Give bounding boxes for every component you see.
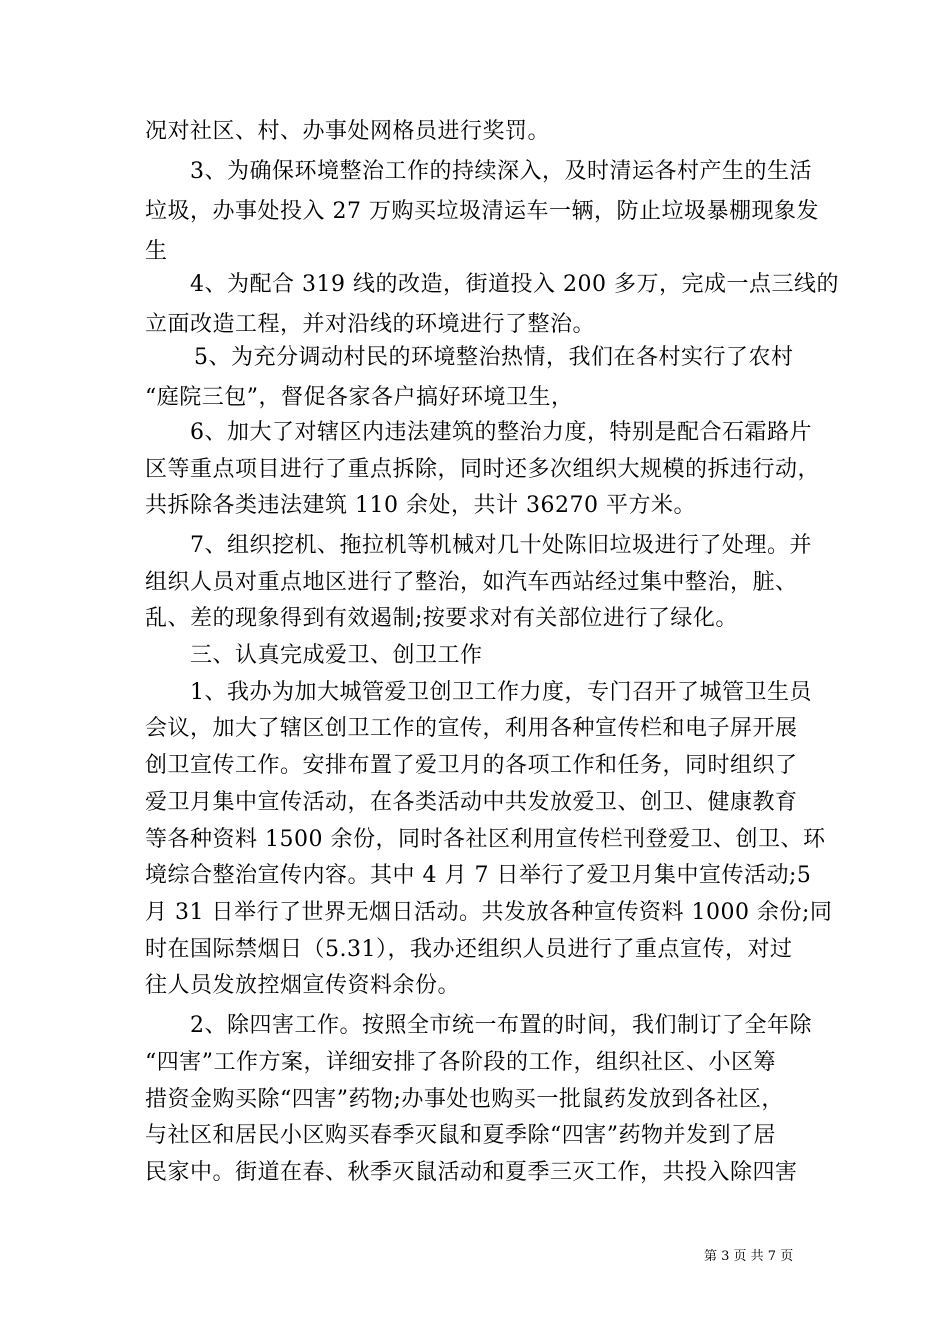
text-line: 4、为配合 319 线的改造，街道投入 200 多万，完成一点三线的 <box>190 272 839 297</box>
page-number: 第 3 页 共 7 页 <box>704 1249 794 1264</box>
text-line: 区等重点项目进行了重点拆除，同时还多次组织大规模的拆违行动， <box>145 457 821 482</box>
text-line: “四害”工作方案，详细安排了各阶段的工作，组织社区、小区筹 <box>145 1050 776 1075</box>
text-line: 与社区和居民小区购买春季灭鼠和夏季除“四害”药物并发到了居 <box>145 1123 776 1148</box>
text-line: 境综合整治宣传内容。其中 4 月 7 日举行了爱卫月集中宣传活动;5 <box>145 863 812 888</box>
section-heading: 三、认真完成爱卫、创卫工作 <box>190 643 483 668</box>
text-line: 等各种资料 1500 余份，同时各社区利用宣传栏刊登爱卫、创卫、环 <box>145 827 826 852</box>
text-line: 会议，加大了辖区创卫工作的宣传，利用各种宣传栏和电子屏开展 <box>145 716 798 741</box>
text-line: 乱、差的现象得到有效遏制;按要求对有关部位进行了绿化。 <box>145 606 738 631</box>
text-line: 1、我办为加大城管爱卫创卫工作力度，专门召开了城管卫生员 <box>190 680 812 705</box>
text-line: 况对社区、村、办事处网格员进行奖罚。 <box>145 119 551 144</box>
text-line: 6、加大了对辖区内违法建筑的整治力度，特别是配合石霜路片 <box>190 420 812 445</box>
text-line: 5、为充分调动村民的环境整治热情，我们在各村实行了农村 <box>194 345 794 370</box>
text-line: 立面改造工程，并对沿线的环境进行了整治。 <box>145 312 596 337</box>
text-line: 共拆除各类违法建筑 110 余处，共计 36270 平方米。 <box>145 493 696 518</box>
text-line: 爱卫月集中宣传活动，在各类活动中共发放爱卫、创卫、健康教育 <box>145 790 798 815</box>
text-line: 3、为确保环境整治工作的持续深入，及时清运各村产生的生活 <box>190 159 812 184</box>
text-line: 2、除四害工作。按照全市统一布置的时间，我们制订了全年除 <box>190 1013 812 1038</box>
text-line: 7、组织挖机、拖拉机等机械对几十处陈旧垃圾进行了处理。并 <box>190 533 812 558</box>
text-line: 民家中。街道在春、秋季灭鼠活动和夏季三灭工作，共投入除四害 <box>145 1160 798 1185</box>
text-line: 创卫宣传工作。安排布置了爱卫月的各项工作和任务，同时组织了 <box>145 753 798 778</box>
text-line: 月 31 日举行了世界无烟日活动。共发放各种宣传资料 1000 余份;同 <box>145 900 833 925</box>
text-line: “庭院三包”，督促各家各户搞好环境卫生， <box>145 385 574 410</box>
text-line: 组织人员对重点地区进行了整治，如汽车西站经过集中整治，脏、 <box>145 570 798 595</box>
text-line: 往人员发放控烟宣传资料余份。 <box>145 973 461 998</box>
text-line: 措资金购买除“四害”药物;办事处也购买一批鼠药发放到各社区， <box>145 1087 784 1112</box>
text-line: 时在国际禁烟日（5.31），我办还组织人员进行了重点宣传，对过 <box>145 937 793 962</box>
text-line: 生 <box>145 239 168 264</box>
text-line: 垃圾，办事处投入 27 万购买垃圾清运车一辆，防止垃圾暴棚现象发 <box>145 199 819 224</box>
